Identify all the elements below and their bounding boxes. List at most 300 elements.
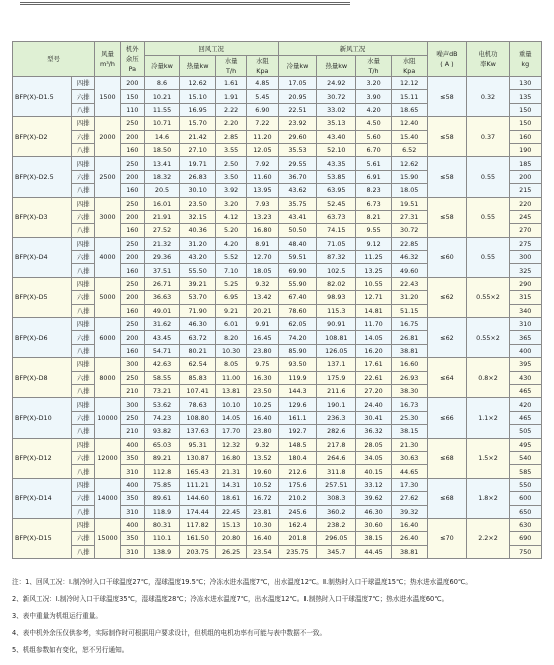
coil-rows-cell: 八排 [72, 224, 95, 237]
fresh-water-cell: 46.30 [356, 505, 392, 518]
fresh-resistance-cell: 16.73 [391, 398, 427, 411]
return-cooling-cell: 21.32 [144, 237, 180, 250]
weight-cell: 650 [509, 505, 541, 518]
fresh-heating-cell: 108.81 [317, 331, 356, 344]
pressure-cell: 160 [120, 224, 144, 237]
model-group [13, 117, 542, 157]
return-heating-cell: 71.90 [180, 304, 216, 317]
return-resistance-cell: 23.80 [247, 425, 278, 438]
model-group [13, 358, 542, 398]
return-heating-cell: 16.95 [180, 103, 216, 116]
return-resistance-cell: 4.85 [247, 77, 278, 90]
table-row [13, 77, 542, 90]
pressure-cell: 200 [120, 291, 144, 304]
fresh-heating-cell: 257.51 [317, 478, 356, 491]
noise-cell: ≤62 [427, 318, 467, 358]
motor-cell: 0.55 [467, 237, 509, 277]
return-heating-cell: 26.83 [180, 170, 216, 183]
fresh-water-cell: 36.32 [356, 425, 392, 438]
table-row [13, 157, 542, 170]
header-return-cooling: 冷量kw [144, 56, 180, 77]
return-resistance-cell: 12.05 [247, 143, 278, 156]
pressure-cell: 250 [120, 371, 144, 384]
return-heating-cell: 203.75 [180, 545, 216, 558]
return-water-cell: 18.61 [215, 492, 246, 505]
fresh-water-cell: 10.55 [356, 277, 392, 290]
return-water-cell: 2.85 [215, 130, 246, 143]
fresh-cooling-cell: 55.90 [278, 277, 317, 290]
fresh-heating-cell: 175.9 [317, 371, 356, 384]
table-row [13, 197, 542, 210]
fresh-resistance-cell: 16.60 [391, 358, 427, 371]
fresh-cooling-cell: 210.2 [278, 492, 317, 505]
fresh-heating-cell: 126.05 [317, 344, 356, 357]
weight-cell: 275 [509, 237, 541, 250]
return-cooling-cell: 27.52 [144, 224, 180, 237]
fresh-resistance-cell: 27.62 [391, 492, 427, 505]
fresh-resistance-cell: 16.40 [391, 518, 427, 531]
fresh-heating-cell: 236.3 [317, 411, 356, 424]
model-cell: BFP(X)-D6 [13, 318, 72, 358]
return-cooling-cell: 29.36 [144, 251, 180, 264]
pressure-cell: 250 [120, 411, 144, 424]
weight-cell: 185 [509, 157, 541, 170]
return-resistance-cell: 19.60 [247, 465, 278, 478]
fresh-heating-cell: 90.91 [317, 318, 356, 331]
return-water-cell: 1.91 [215, 90, 246, 103]
fresh-cooling-cell: 85.90 [278, 344, 317, 357]
weight-cell: 130 [509, 77, 541, 90]
return-cooling-cell: 36.63 [144, 291, 180, 304]
return-resistance-cell: 23.50 [247, 384, 278, 397]
return-water-cell: 11.00 [215, 371, 246, 384]
weight-cell: 315 [509, 291, 541, 304]
return-resistance-cell: 16.30 [247, 371, 278, 384]
return-cooling-cell: 31.62 [144, 318, 180, 331]
noise-cell: ≤58 [427, 157, 467, 197]
return-water-cell: 8.20 [215, 331, 246, 344]
return-water-cell: 4.12 [215, 210, 246, 223]
return-heating-cell: 30.10 [180, 184, 216, 197]
return-resistance-cell: 6.90 [247, 103, 278, 116]
fresh-water-cell: 17.61 [356, 358, 392, 371]
fresh-heating-cell: 71.05 [317, 237, 356, 250]
noise-cell: ≤68 [427, 478, 467, 518]
weight-cell: 310 [509, 318, 541, 331]
header-fresh-water: 水量 T/h [356, 56, 392, 77]
return-cooling-cell: 10.21 [144, 90, 180, 103]
weight-cell: 465 [509, 411, 541, 424]
return-resistance-cell: 20.21 [247, 304, 278, 317]
table-header [13, 42, 542, 77]
fresh-cooling-cell: 59.51 [278, 251, 317, 264]
return-resistance-cell: 7.92 [247, 157, 278, 170]
coil-rows-cell: 八排 [72, 545, 95, 558]
table-row [13, 277, 542, 290]
fresh-resistance-cell: 26.93 [391, 371, 427, 384]
weight-cell: 420 [509, 398, 541, 411]
pressure-cell: 250 [120, 318, 144, 331]
return-heating-cell: 95.31 [180, 438, 216, 451]
pressure-cell: 200 [120, 170, 144, 183]
fresh-cooling-cell: 93.50 [278, 358, 317, 371]
fresh-cooling-cell: 119.9 [278, 371, 317, 384]
weight-cell: 550 [509, 478, 541, 491]
coil-rows-cell: 四排 [72, 318, 95, 331]
fresh-water-cell: 5.60 [356, 130, 392, 143]
fresh-water-cell: 44.45 [356, 545, 392, 558]
pressure-cell: 250 [120, 237, 144, 250]
return-heating-cell: 80.21 [180, 344, 216, 357]
fresh-water-cell: 33.12 [356, 478, 392, 491]
coil-rows-cell: 八排 [72, 264, 95, 277]
fresh-heating-cell: 264.6 [317, 451, 356, 464]
return-water-cell: 21.31 [215, 465, 246, 478]
fresh-resistance-cell: 27.31 [391, 210, 427, 223]
model-group [13, 237, 542, 277]
fresh-cooling-cell: 235.75 [278, 545, 317, 558]
return-resistance-cell: 13.42 [247, 291, 278, 304]
fresh-cooling-cell: 29.55 [278, 157, 317, 170]
weight-cell: 270 [509, 224, 541, 237]
motor-cell: 0.55 [467, 157, 509, 197]
fresh-water-cell: 38.15 [356, 532, 392, 545]
pressure-cell: 150 [120, 90, 144, 103]
header-return-resistance: 水阻 Kpa [247, 56, 278, 77]
fresh-cooling-cell: 62.05 [278, 318, 317, 331]
return-resistance-cell: 16.80 [247, 224, 278, 237]
noise-cell: ≤58 [427, 77, 467, 117]
fresh-water-cell: 8.23 [356, 184, 392, 197]
fresh-cooling-cell: 69.90 [278, 264, 317, 277]
fresh-water-cell: 4.50 [356, 117, 392, 130]
return-resistance-cell: 10.25 [247, 398, 278, 411]
return-heating-cell: 55.50 [180, 264, 216, 277]
return-water-cell: 2.50 [215, 157, 246, 170]
fresh-water-cell: 6.91 [356, 170, 392, 183]
coil-rows-cell: 八排 [72, 184, 95, 197]
model-cell: BFP(X)-D4 [13, 237, 72, 277]
fresh-resistance-cell: 21.30 [391, 438, 427, 451]
weight-cell: 215 [509, 184, 541, 197]
return-water-cell: 4.20 [215, 237, 246, 250]
return-heating-cell: 23.50 [180, 197, 216, 210]
weight-cell: 505 [509, 425, 541, 438]
pressure-cell: 160 [120, 344, 144, 357]
fresh-water-cell: 24.40 [356, 398, 392, 411]
return-heating-cell: 53.70 [180, 291, 216, 304]
weight-cell: 135 [509, 90, 541, 103]
return-cooling-cell: 18.32 [144, 170, 180, 183]
return-resistance-cell: 9.75 [247, 358, 278, 371]
return-resistance-cell: 13.95 [247, 184, 278, 197]
model-group [13, 197, 542, 237]
coil-rows-cell: 八排 [72, 143, 95, 156]
pressure-cell: 200 [120, 331, 144, 344]
return-cooling-cell: 11.55 [144, 103, 180, 116]
model-group [13, 157, 542, 197]
return-water-cell: 26.25 [215, 545, 246, 558]
fresh-water-cell: 12.71 [356, 291, 392, 304]
airflow-cell: 15000 [95, 518, 121, 558]
return-resistance-cell: 5.45 [247, 90, 278, 103]
return-cooling-cell: 18.50 [144, 143, 180, 156]
fresh-heating-cell: 52.10 [317, 143, 356, 156]
fresh-water-cell: 30.60 [356, 518, 392, 531]
fresh-water-cell: 13.25 [356, 264, 392, 277]
header-fresh-air: 新风工况 [278, 42, 427, 56]
return-heating-cell: 63.72 [180, 331, 216, 344]
note-line: 注：1、回风工况：Ⅰ.制冷时入口干球温度27℃，湿球温度19.5℃；冷冻水进水温度7℃，出水温度12℃。Ⅱ.制热时入口干球温度15℃；热水进水温度60℃。 [12, 578, 472, 586]
return-water-cell: 3.20 [215, 197, 246, 210]
fresh-water-cell: 9.12 [356, 237, 392, 250]
pressure-cell: 160 [120, 304, 144, 317]
motor-cell: 0.8×2 [467, 358, 509, 398]
fresh-cooling-cell: 67.40 [278, 291, 317, 304]
fresh-water-cell: 6.73 [356, 197, 392, 210]
fresh-heating-cell: 87.32 [317, 251, 356, 264]
weight-cell: 600 [509, 492, 541, 505]
return-water-cell: 5.20 [215, 224, 246, 237]
header-fresh-cooling: 冷量kw [278, 56, 317, 77]
pressure-cell: 200 [120, 130, 144, 143]
return-water-cell: 17.70 [215, 425, 246, 438]
fresh-resistance-cell: 44.65 [391, 465, 427, 478]
fresh-water-cell: 34.05 [356, 451, 392, 464]
fresh-water-cell: 40.15 [356, 465, 392, 478]
fresh-cooling-cell: 29.60 [278, 130, 317, 143]
fresh-resistance-cell: 18.65 [391, 103, 427, 116]
pressure-cell: 350 [120, 451, 144, 464]
weight-cell: 160 [509, 130, 541, 143]
return-water-cell: 8.05 [215, 358, 246, 371]
return-heating-cell: 21.42 [180, 130, 216, 143]
fresh-water-cell: 5.61 [356, 157, 392, 170]
fresh-cooling-cell: 36.70 [278, 170, 317, 183]
return-heating-cell: 144.60 [180, 492, 216, 505]
fresh-water-cell: 14.05 [356, 331, 392, 344]
coil-rows-cell: 六排 [72, 371, 95, 384]
fresh-heating-cell: 190.1 [317, 398, 356, 411]
note-line: 2、新风工况：Ⅰ.制冷时入口干球温度35℃，湿球温度28℃；冷冻水进水温度7℃，出水温度12℃。Ⅱ.制热时入口干球温度7℃；热水进水温度60℃。 [12, 595, 449, 603]
fresh-cooling-cell: 35.53 [278, 143, 317, 156]
fresh-heating-cell: 282.6 [317, 425, 356, 438]
return-resistance-cell: 16.45 [247, 331, 278, 344]
return-heating-cell: 62.54 [180, 358, 216, 371]
model-group [13, 77, 542, 117]
fresh-water-cell: 8.21 [356, 210, 392, 223]
return-resistance-cell: 7.22 [247, 117, 278, 130]
fresh-resistance-cell: 17.30 [391, 478, 427, 491]
fresh-cooling-cell: 129.6 [278, 398, 317, 411]
coil-rows-cell: 四排 [72, 77, 95, 90]
coil-rows-cell: 八排 [72, 465, 95, 478]
return-resistance-cell: 18.05 [247, 264, 278, 277]
fresh-water-cell: 4.20 [356, 103, 392, 116]
header-return-air: 回风工况 [144, 42, 278, 56]
fresh-heating-cell: 311.8 [317, 465, 356, 478]
airflow-cell: 2000 [95, 117, 121, 157]
pressure-cell: 160 [120, 143, 144, 156]
pressure-cell: 300 [120, 398, 144, 411]
note-line: 5、机组参数如有变化，恕不另行通知。 [12, 646, 129, 654]
noise-cell: ≤66 [427, 398, 467, 438]
fresh-resistance-cell: 6.52 [391, 143, 427, 156]
return-water-cell: 6.95 [215, 291, 246, 304]
fresh-heating-cell: 308.3 [317, 492, 356, 505]
return-cooling-cell: 75.85 [144, 478, 180, 491]
fresh-cooling-cell: 50.50 [278, 224, 317, 237]
weight-cell: 750 [509, 545, 541, 558]
coil-rows-cell: 八排 [72, 384, 95, 397]
return-heating-cell: 130.87 [180, 451, 216, 464]
return-cooling-cell: 58.55 [144, 371, 180, 384]
pressure-cell: 210 [120, 425, 144, 438]
coil-rows-cell: 八排 [72, 344, 95, 357]
return-cooling-cell: 42.63 [144, 358, 180, 371]
coil-rows-cell: 六排 [72, 532, 95, 545]
return-cooling-cell: 138.9 [144, 545, 180, 558]
return-heating-cell: 161.50 [180, 532, 216, 545]
return-heating-cell: 174.44 [180, 505, 216, 518]
pressure-cell: 310 [120, 505, 144, 518]
model-cell: BFP(X)-D5 [13, 277, 72, 317]
return-water-cell: 3.55 [215, 143, 246, 156]
fresh-cooling-cell: 180.4 [278, 451, 317, 464]
return-water-cell: 10.30 [215, 344, 246, 357]
header-fresh-heating: 热量kw [317, 56, 356, 77]
fresh-heating-cell: 296.05 [317, 532, 356, 545]
fresh-resistance-cell: 31.20 [391, 291, 427, 304]
coil-rows-cell: 六排 [72, 492, 95, 505]
return-cooling-cell: 65.03 [144, 438, 180, 451]
return-heating-cell: 12.62 [180, 77, 216, 90]
fresh-heating-cell: 24.92 [317, 77, 356, 90]
return-heating-cell: 78.63 [180, 398, 216, 411]
note-line: 3、表中重量为机组运行重量。 [12, 612, 102, 620]
weight-cell: 150 [509, 117, 541, 130]
fresh-resistance-cell: 22.85 [391, 237, 427, 250]
fresh-cooling-cell: 144.3 [278, 384, 317, 397]
fresh-resistance-cell: 12.62 [391, 157, 427, 170]
coil-rows-cell: 六排 [72, 130, 95, 143]
fresh-water-cell: 3.90 [356, 90, 392, 103]
fresh-cooling-cell: 161.1 [278, 411, 317, 424]
fresh-water-cell: 11.25 [356, 251, 392, 264]
pressure-cell: 310 [120, 545, 144, 558]
coil-rows-cell: 八排 [72, 425, 95, 438]
return-resistance-cell: 23.81 [247, 505, 278, 518]
return-heating-cell: 107.41 [180, 384, 216, 397]
return-cooling-cell: 43.45 [144, 331, 180, 344]
fresh-resistance-cell: 19.51 [391, 197, 427, 210]
fresh-heating-cell: 82.02 [317, 277, 356, 290]
airflow-cell: 14000 [95, 478, 121, 518]
fresh-cooling-cell: 22.51 [278, 103, 317, 116]
fresh-heating-cell: 74.15 [317, 224, 356, 237]
coil-rows-cell: 八排 [72, 103, 95, 116]
fresh-resistance-cell: 12.40 [391, 117, 427, 130]
fresh-cooling-cell: 48.40 [278, 237, 317, 250]
fresh-cooling-cell: 23.92 [278, 117, 317, 130]
return-resistance-cell: 8.91 [247, 237, 278, 250]
return-water-cell: 10.10 [215, 398, 246, 411]
pressure-cell: 350 [120, 532, 144, 545]
weight-cell: 540 [509, 451, 541, 464]
weight-cell: 200 [509, 170, 541, 183]
coil-rows-cell: 六排 [72, 331, 95, 344]
coil-rows-cell: 六排 [72, 170, 95, 183]
coil-rows-cell: 四排 [72, 358, 95, 371]
coil-rows-cell: 六排 [72, 451, 95, 464]
fresh-heating-cell: 53.85 [317, 170, 356, 183]
return-resistance-cell: 23.54 [247, 545, 278, 558]
notes-section [12, 578, 548, 663]
model-cell: BFP(X)-D1.5 [13, 77, 72, 117]
pressure-cell: 210 [120, 384, 144, 397]
fresh-water-cell: 30.41 [356, 411, 392, 424]
weight-cell: 630 [509, 518, 541, 531]
motor-cell: 0.55 [467, 197, 509, 237]
pressure-cell: 200 [120, 77, 144, 90]
header-motor: 电机功 率Kw [467, 42, 509, 77]
return-cooling-cell: 74.23 [144, 411, 180, 424]
model-group [13, 438, 542, 478]
pressure-cell: 400 [120, 518, 144, 531]
weight-cell: 400 [509, 344, 541, 357]
header-airflow: 风量 m³/h [95, 42, 121, 77]
return-cooling-cell: 73.21 [144, 384, 180, 397]
return-water-cell: 9.21 [215, 304, 246, 317]
table-row [13, 318, 542, 331]
fresh-water-cell: 14.81 [356, 304, 392, 317]
airflow-cell: 10000 [95, 398, 121, 438]
pressure-cell: 160 [120, 184, 144, 197]
return-water-cell: 1.61 [215, 77, 246, 90]
top-rule [20, 2, 350, 5]
table-row [13, 358, 542, 371]
weight-cell: 325 [509, 264, 541, 277]
fresh-heating-cell: 43.35 [317, 157, 356, 170]
return-resistance-cell: 16.40 [247, 532, 278, 545]
fresh-cooling-cell: 175.6 [278, 478, 317, 491]
model-cell: BFP(X)-D2.5 [13, 157, 72, 197]
fresh-heating-cell: 137.1 [317, 358, 356, 371]
return-water-cell: 3.92 [215, 184, 246, 197]
fresh-water-cell: 6.70 [356, 143, 392, 156]
return-resistance-cell: 9.91 [247, 318, 278, 331]
fresh-cooling-cell: 74.20 [278, 331, 317, 344]
noise-cell: ≤68 [427, 438, 467, 478]
weight-cell: 340 [509, 304, 541, 317]
fresh-water-cell: 28.05 [356, 438, 392, 451]
pressure-cell: 300 [120, 358, 144, 371]
return-cooling-cell: 89.61 [144, 492, 180, 505]
fresh-cooling-cell: 201.8 [278, 532, 317, 545]
fresh-heating-cell: 63.95 [317, 184, 356, 197]
noise-cell: ≤58 [427, 117, 467, 157]
return-resistance-cell: 11.60 [247, 170, 278, 183]
fresh-resistance-cell: 15.40 [391, 130, 427, 143]
model-cell: BFP(X)-D15 [13, 518, 72, 558]
return-water-cell: 3.50 [215, 170, 246, 183]
return-heating-cell: 85.83 [180, 371, 216, 384]
fresh-resistance-cell: 38.81 [391, 344, 427, 357]
fresh-resistance-cell: 38.15 [391, 425, 427, 438]
weight-cell: 465 [509, 384, 541, 397]
return-cooling-cell: 80.31 [144, 518, 180, 531]
fresh-heating-cell: 33.02 [317, 103, 356, 116]
